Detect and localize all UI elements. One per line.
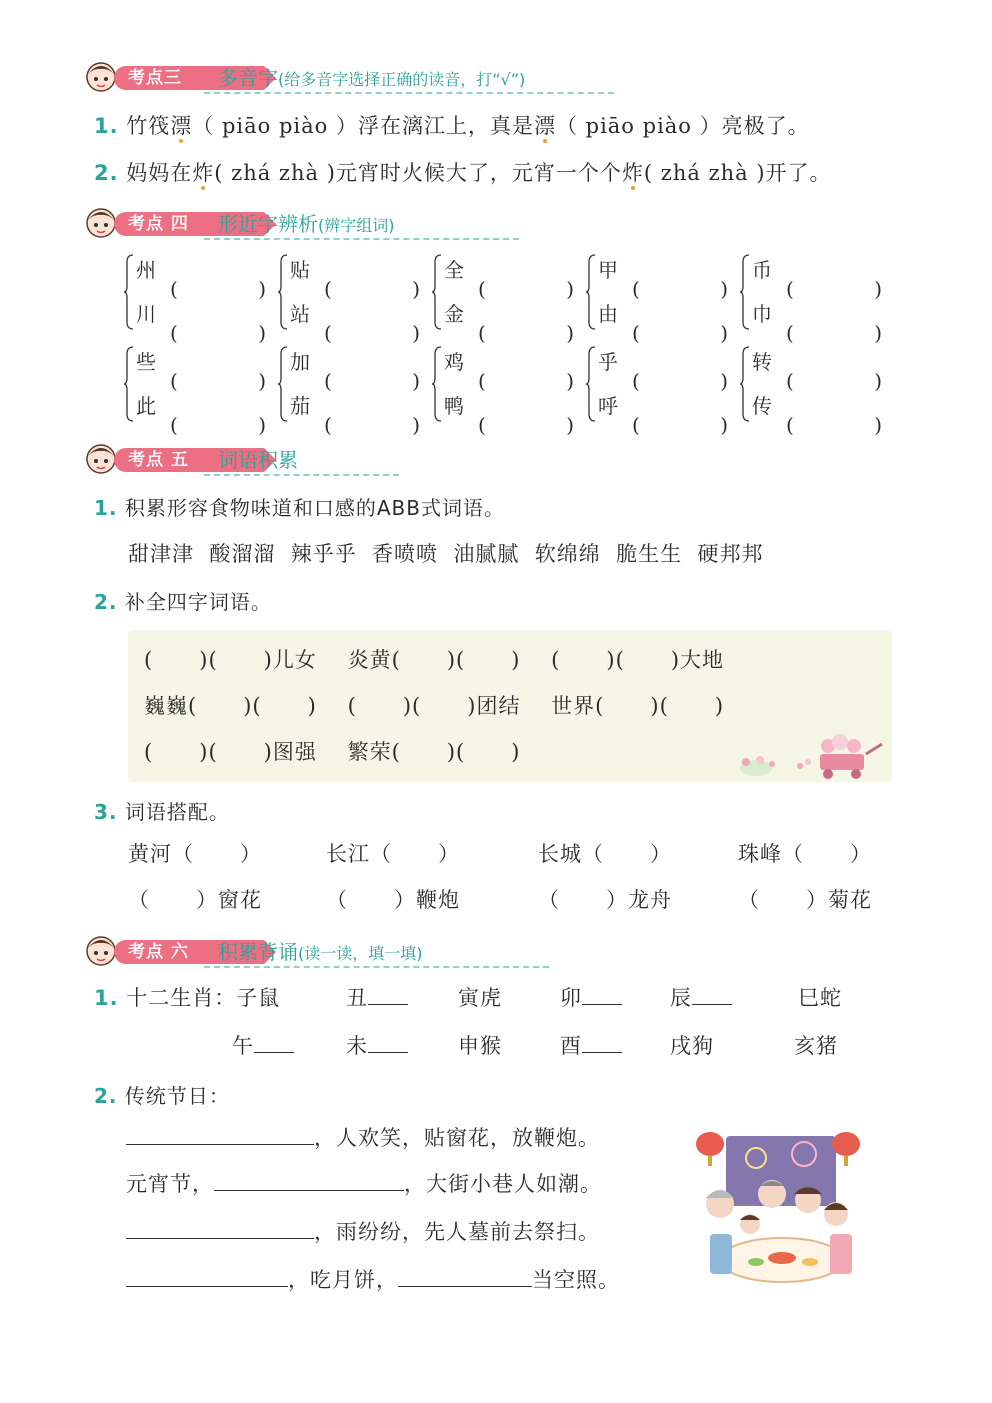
match-item[interactable]: 黄河（ ） [128,842,263,866]
zodiac-item: 申猴 [458,1034,502,1058]
char: 加 [290,350,310,374]
section-title: 积累背诵(读一读，填一填) [218,940,423,964]
match-item[interactable]: （ ）菊花 [738,888,873,912]
char-pair-group [586,344,734,424]
char-row [444,254,574,283]
question-5-2: 2. 补全四字词语。 [94,590,272,614]
brace-icon [124,254,134,330]
question-6-1: 1. 十二生肖：子鼠 [94,986,281,1010]
section-title: 形近字辨析(辨字组词) [218,212,395,236]
question-5-3: 3. 词语搭配。 [94,800,230,824]
section-header-6 [84,934,484,970]
girl-mascot-icon [84,60,118,94]
answer-blank[interactable] [214,1172,404,1191]
char-pair-group [432,344,580,424]
char: 转 [752,350,772,374]
char-pair-group [586,252,734,332]
brace-icon [586,254,596,330]
char-pair-group [278,252,426,332]
zodiac-item: 卯 [560,982,622,1012]
abb-word-list: 甜津津 酸溜溜 辣乎乎 香喷喷 油腻腻 软绵绵 脆生生 硬邦邦 [128,542,764,566]
brace-icon [432,346,442,422]
idiom-row-3: ( )( )图强 繁荣( )( ) [144,740,521,764]
section-header-5 [84,442,384,478]
char-row [290,390,420,419]
question-5-1: 1. 积累形容食物味道和口感的ABB式词语。 [94,496,505,520]
question-3-1: 1. 竹筏漂（ piāo piào ）浮在漓江上，真是漂（ piāo piào ）亮极了。 [94,114,810,138]
festival-line-3: ，雨纷纷，先人墓前去祭扫。 [126,1216,600,1246]
zodiac-item: 酉 [560,1030,622,1060]
char-row [752,346,882,375]
char-pair-group [124,252,272,332]
answer-blank[interactable] [126,1126,314,1145]
idiom-row-1: ( )( )儿女 炎黄( )( ) ( )( )大地 [144,648,725,672]
section-underline [204,238,519,240]
brace-icon [432,254,442,330]
char: 金 [444,302,464,326]
char: 站 [290,302,310,326]
match-item[interactable]: 长城（ ） [538,842,673,866]
char-row [598,390,728,419]
brace-icon [124,346,134,422]
char: 呼 [598,394,618,418]
char: 贴 [290,258,310,282]
char-row [136,390,266,419]
char: 全 [444,258,464,282]
char-row [752,390,882,419]
zodiac-item: 亥猪 [794,1034,838,1058]
answer-blank[interactable] [126,1268,288,1287]
brace-icon [586,346,596,422]
section-underline [204,966,549,968]
match-item[interactable]: （ ）窗花 [128,888,263,912]
section-underline [204,474,399,476]
char: 此 [136,394,156,418]
girl-mascot-icon [84,934,118,968]
festival-line-2: 元宵节， ，大街小巷人如潮。 [126,1172,602,1196]
match-item[interactable]: （ ）龙舟 [538,888,673,912]
festival-line-1: ，人欢笑，贴窗花，放鞭炮。 [126,1122,600,1152]
char: 川 [136,302,156,326]
answer-blank[interactable] [254,1034,294,1053]
section-header-3 [84,60,624,96]
brace-icon [278,346,288,422]
char: 巾 [752,302,772,326]
brace-icon [278,254,288,330]
section-title: 多音字(给多音字选择正确的读音，打“√”) [218,66,526,90]
char: 乎 [598,350,618,374]
char-row [444,298,574,327]
answer-blank[interactable] [368,1034,408,1053]
char-pair-group [124,344,272,424]
girl-mascot-icon [84,206,118,240]
char-row [598,346,728,375]
zodiac-item: 戌狗 [670,1034,714,1058]
section-header-4 [84,206,484,242]
char: 币 [752,258,772,282]
girl-mascot-icon [84,442,118,476]
zodiac-item: 辰 [670,982,732,1012]
flower-cart-illustration [716,724,892,782]
char-row [290,298,420,327]
char-row [136,346,266,375]
char-row [290,346,420,375]
char: 鸡 [444,350,464,374]
idiom-row-2: 巍巍( )( ) ( )( )团结 世界( )( ) [144,694,725,718]
festival-line-4: ，吃月饼， 当空照。 [126,1264,620,1294]
section-tag: 考点 四 [114,212,264,236]
section-title: 词语积累 [218,448,298,472]
brace-icon [740,346,750,422]
char-row [752,254,882,283]
char-row [444,390,574,419]
answer-blank[interactable] [398,1268,532,1287]
char: 传 [752,394,772,418]
char-pair-group [740,344,888,424]
match-item[interactable]: （ ）鞭炮 [326,888,461,912]
char: 鸭 [444,394,464,418]
question-3-2: 2. 妈妈在炸( zhá zhà )元宵时火候大了，元宵一个个炸( zhá zhà )开了。 [94,161,832,185]
char: 由 [598,302,618,326]
char-row [136,298,266,327]
char-row [598,254,728,283]
char-row [598,298,728,327]
section-tag: 考点 六 [114,940,264,964]
zodiac-item: 丑 [346,982,408,1012]
section-tag: 考点 五 [114,448,264,472]
brace-icon [740,254,750,330]
section-underline [204,92,614,94]
zodiac-item: 巳蛇 [798,986,842,1010]
answer-blank[interactable] [692,986,732,1005]
answer-blank[interactable] [368,986,408,1005]
char-row [444,346,574,375]
zodiac-item: 午 [232,1030,294,1060]
char-row [290,254,420,283]
char-pair-group [432,252,580,332]
char-pair-group [278,344,426,424]
answer-blank[interactable] [582,986,622,1005]
family-reunion-illustration [686,1124,866,1294]
char-row [752,298,882,327]
char: 茄 [290,394,310,418]
match-item[interactable]: 长江（ ） [326,842,461,866]
char: 些 [136,350,156,374]
zodiac-item: 未 [346,1030,408,1060]
char: 州 [136,258,156,282]
char: 甲 [598,258,618,282]
zodiac-item: 寅虎 [458,986,502,1010]
char-row [136,254,266,283]
question-6-2: 2. 传统节日： [94,1084,230,1108]
char-pair-group [740,252,888,332]
match-item[interactable]: 珠峰（ ） [738,842,873,866]
answer-blank[interactable] [582,1034,622,1053]
section-tag: 考点三 [114,66,264,90]
answer-blank[interactable] [126,1220,314,1239]
